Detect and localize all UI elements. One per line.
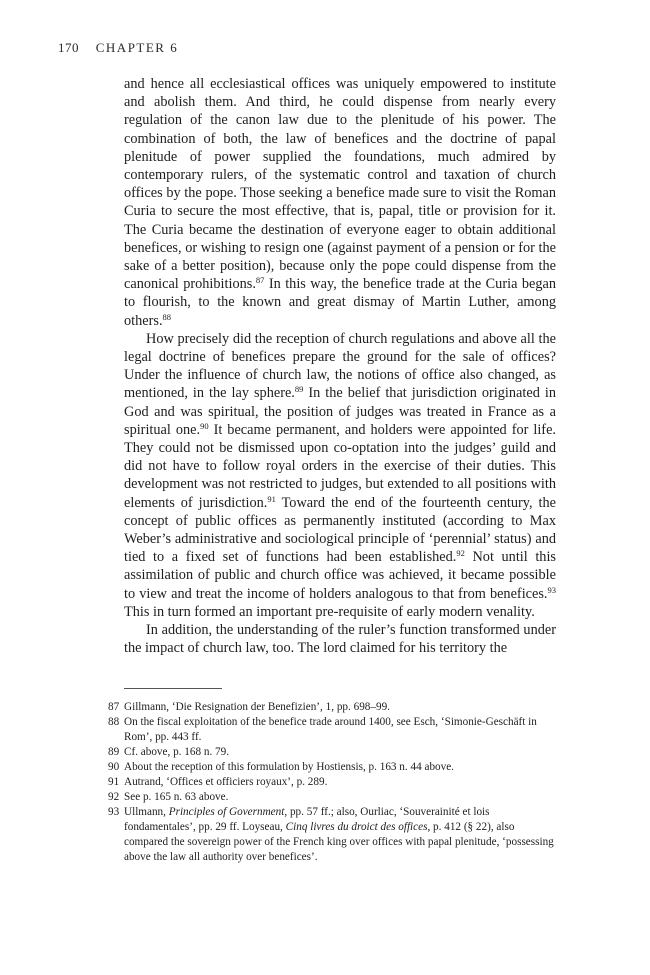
footnote-number: 89 xyxy=(108,746,120,758)
running-head xyxy=(58,40,178,56)
text-run: , pp. 57 ff.; also, Ourliac, ‘Souverainité et lois fondamentales’, pp. 29 ff. Loyseau, xyxy=(124,806,490,833)
footnote-number: 88 xyxy=(108,716,120,728)
text-run: About the reception of this formulation by Hostiensis, p. 163 n. 44 above. xyxy=(124,761,454,773)
footnote-text xyxy=(124,715,556,745)
footnote-text xyxy=(124,775,556,790)
footnotes xyxy=(108,700,556,865)
footnote-number: 87 xyxy=(108,701,120,713)
footnote xyxy=(108,790,556,805)
chapter-title: CHAPTER 6 xyxy=(95,40,179,55)
footnote-text xyxy=(124,745,556,760)
text-run: In addition, the understanding of the ruler’s function transformed under the impact of church law, too. The lord claimed for his territory the xyxy=(124,622,556,657)
text-run: On the fiscal exploitation of the benefice trade around 1400, see Esch, ‘Simonie-Geschäft in Rom’, pp. 443 ff. xyxy=(124,716,537,743)
text-run: and hence all ecclesiastical offices was uniquely empowered to institute and abolish them. And third, he could dispense from nearly every regulation of the canon law due to the plenitude of his power. The combination of both, the law of benefices and the doctrine of papal plenitude of power supplied the foundations, much admired by contemporary rulers, of the systematic control and taxation of church offices by the pope. Those seeking a benefice made sure to visit the Roman Curia to secure the most effective, that is, papal, title or provision for it. The Curia became the destination of everyone eager to obtain additional benefices, or wishing to resign one (against payment of a pension or for the sake of a better position), because only the pope could dispense from the canonical prohibitions. xyxy=(124,76,556,293)
footnote-number: 90 xyxy=(108,761,120,773)
footnote-ref: 93 xyxy=(547,584,556,595)
text-run: See p. 165 n. 63 above. xyxy=(124,791,229,803)
footnote-number: 91 xyxy=(108,776,120,788)
footnote-number: 93 xyxy=(108,806,120,818)
footnote-text xyxy=(124,760,556,775)
italic-title: Cinq livres du droict des offices xyxy=(285,821,428,833)
text-run: Ullmann, xyxy=(124,806,169,818)
footnote xyxy=(108,775,556,790)
footnote xyxy=(108,745,556,760)
text-run: Toward the end of the fourteenth century, the concept of public offices as permanently instituted (according to Max Weber’s administrative and sociological principle of ‘perennial’ status) and tied to a fixed set of functions had been established. xyxy=(124,494,556,566)
footnote-text xyxy=(124,790,556,805)
page-number: 170 xyxy=(58,40,79,55)
footnote-ref: 88 xyxy=(162,311,172,322)
footnote xyxy=(108,760,556,775)
footnote-number: 92 xyxy=(108,791,120,803)
paragraph xyxy=(124,75,556,330)
footnote-ref: 92 xyxy=(456,548,465,559)
footnote-ref: 90 xyxy=(200,420,209,431)
text-run: In the belief that jurisdiction originated in God and was spiritual, the position of judges was treated in France as a spiritual one. xyxy=(124,385,556,438)
footnote xyxy=(108,715,556,745)
footnote-text xyxy=(124,700,556,715)
text-run: This in turn formed an important pre-requisite of early modern venality. xyxy=(124,603,535,620)
text-run: Cf. above, p. 168 n. 79. xyxy=(124,746,230,758)
footnote xyxy=(108,805,556,865)
body-text xyxy=(124,75,556,658)
footnote-text xyxy=(124,805,556,865)
footnote-ref: 87 xyxy=(255,275,265,286)
text-run: It became permanent, and holders were appointed for life. They could not be dismissed upon co-optation into the judges’ guild and did not have to follow royal orders in the exercise of their duties. This development was not restricted to judges, but extended to all positions with elements of jurisdiction. xyxy=(124,421,556,511)
text-run: , p. 412 (§ 22), also compared the sovereign power of the French king over offices with papal plenitude, ‘possessing above the law all authority over benefices’. xyxy=(124,821,554,863)
footnote-ref: 89 xyxy=(294,384,304,395)
text-run: Not until this assimilation of public and church office was achieved, it became possible to view and treat the income of holders analogous to that from benefices. xyxy=(124,549,556,602)
footnote xyxy=(108,700,556,715)
italic-title: Principles of Government xyxy=(168,806,285,818)
paragraph xyxy=(124,330,556,621)
text-run: Autrand, ‘Offices et officiers royaux’, p. 289. xyxy=(124,776,328,788)
paragraph xyxy=(124,621,556,657)
text-run: In this way, the benefice trade at the Curia began to flourish, to the known and great dismay of Martin Luther, among others. xyxy=(124,276,556,329)
text-run: How precisely did the reception of church regulations and above all the legal doctrine of benefices prepare the ground for the sale of offices? Under the influence of church law, the notions of office also changed, as mentioned, in the lay sphere. xyxy=(124,330,556,402)
footnote-ref: 91 xyxy=(267,493,276,504)
text-run: Gillmann, ‘Die Resignation der Benefizien’, 1, pp. 698–99. xyxy=(124,701,390,713)
footnote-rule xyxy=(124,688,222,689)
